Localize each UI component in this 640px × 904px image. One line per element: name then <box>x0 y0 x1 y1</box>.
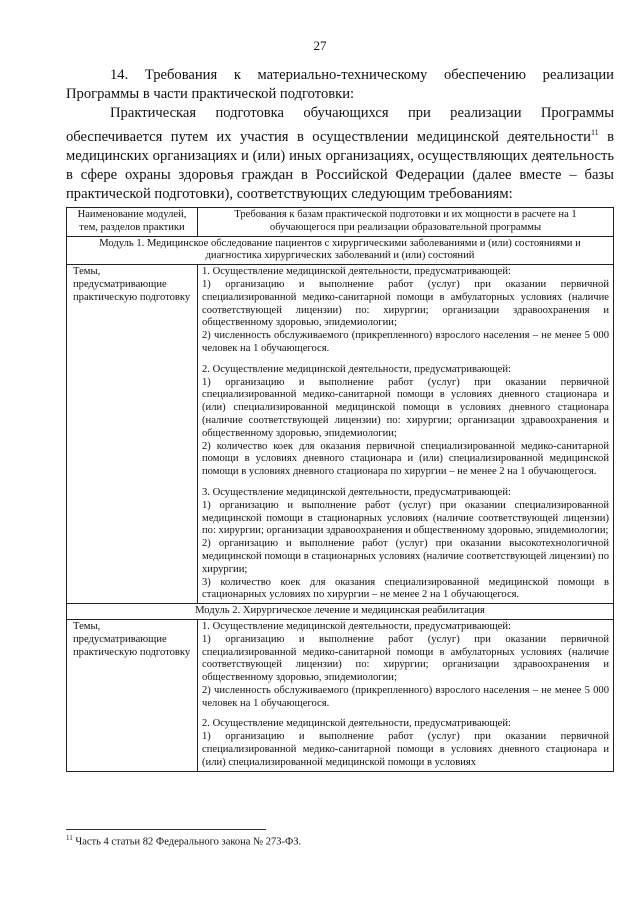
requirement-line: 2) численность обслуживаемого (прикрепленного) взрослого населения – не менее 5 000 человек на 1 обучающегося. <box>202 684 609 709</box>
module-title: Модуль 2. Хирургическое лечение и медицинская реабилитация <box>67 604 614 620</box>
requirement-block <box>202 718 609 769</box>
footnote-number: 11 <box>66 834 73 842</box>
requirement-line: 2) количество коек для оказания первичной специализированной медико-санитарной помощи в условиях дневного стационара и (или) специализированной медицинской помощи в условиях дневного стационара по хирургии – не менее 2 на 1 обучающегося. <box>202 440 609 478</box>
requirement-line: 2. Осуществление медицинской деятельности, предусматривающей: <box>202 718 511 730</box>
table-row <box>67 265 614 604</box>
requirement-line: 1. Осуществление медицинской деятельности, предусматривающей: <box>202 266 511 278</box>
requirement-line: 2. Осуществление медицинской деятельности, предусматривающей: <box>202 363 511 375</box>
footnote-reference[interactable]: 11 <box>590 128 599 137</box>
requirement-block <box>202 364 609 479</box>
paragraph-text: Практическая подготовка обучающихся при реализации Программы обеспечивается путем их участия в осуществлении медицинской деятельности <box>66 105 614 145</box>
page-number: 27 <box>313 38 327 53</box>
requirement-block <box>202 621 609 711</box>
requirement-line: 1) организацию и выполнение работ (услуг) при оказании первичной специализированной медико-санитарной помощи в условиях дневного стационара и (или) специализированной медицинской помощи в условиях дневного стационара (наличие соответствующей лицензии) по: хирургии; организации здравоохранения и общественному здоровью, эпидемиологии; <box>202 376 609 439</box>
requirement-line: 3) количество коек для оказания специализированной медицинской помощи в стационарных условиях по хирургии – не менее 2 на 1 обучающегося. <box>202 576 609 601</box>
module-title-row <box>67 236 614 265</box>
section-paragraph <box>66 104 614 204</box>
column-header-modules: Наименование модулей, тем, разделов практики <box>67 208 198 237</box>
requirement-line: 1) организацию и выполнение работ (услуг) при оказании первичной специализированной медико-санитарной помощи в амбулаторных условиях (наличие соответствующей лицензии) по: хирургии; организации здравоохранения и общественному здоровью, эпидемиологии; <box>202 278 609 329</box>
requirement-line: 1) организацию и выполнение работ (услуг) при оказании первичной специализированной медико-санитарной помощи в амбулаторных условиях (наличие соответствующей лицензии) по: хирургии; организации здравоохранения и общественному здоровью, эпидемиологии; <box>202 633 609 684</box>
requirements-cell <box>198 619 614 771</box>
requirement-block <box>202 266 609 356</box>
requirement-line: 3. Осуществление медицинской деятельности, предусматривающей: <box>202 486 511 498</box>
footnote <box>66 834 301 848</box>
requirement-line: 2) численность обслуживаемого (прикрепленного) взрослого населения – не менее 5 000 человек на 1 обучающегося. <box>202 330 609 354</box>
section-heading: 14. Требования к материально-техническому обеспечению реализации Программы в части практической подготовки: <box>66 67 614 102</box>
requirement-line: 1. Осуществление медицинской деятельности, предусматривающей: <box>202 620 511 632</box>
paragraph-text-cont: в медицинских организациях и (или) иных организациях, осуществляющих деятельность в сфере охраны здоровья граждан в Российской Федерации (далее вместе – базы практической подготовки), соответствующих следующим требованиям: <box>66 128 614 202</box>
footnote-text: Часть 4 статьи 82 Федерального закона № 273-ФЗ. <box>72 836 302 848</box>
topics-cell: Темы, предусматривающие практическую подготовку <box>67 619 198 771</box>
requirement-line: 2) организацию и выполнение работ (услуг) при оказании высокотехнологичной медицинской помощи в стационарных условиях (наличие соответствующей лицензии) по хирургии; <box>202 538 609 575</box>
requirements-table <box>66 207 614 772</box>
module-title-row <box>67 604 614 620</box>
module-title: Модуль 1. Медицинское обследование пациентов с хирургическими заболеваниями и (или) состояниями и диагностика хирургических заболеваний и (или) состояний <box>67 236 614 265</box>
column-header-requirements: Требования к базам практической подготовки и их мощности в расчете на 1 обучающегося при реализации образовательной программы <box>198 208 614 237</box>
requirements-cell <box>198 265 614 604</box>
requirement-line: 1) организацию и выполнение работ (услуг) при оказании первичной специализированной медико-санитарной помощи в условиях дневного стационара и (или) специализированной медицинской помощи в условиях <box>202 731 609 768</box>
section-intro <box>66 66 614 204</box>
footnote-divider <box>66 829 266 830</box>
table-row <box>67 619 614 771</box>
topics-cell: Темы, предусматривающие практическую подготовку <box>67 265 198 604</box>
requirement-block <box>202 487 609 602</box>
table-header-row <box>67 208 614 237</box>
requirement-line: 1) организацию и выполнение работ (услуг) при оказании специализированной медицинской помощи в стационарных условиях (наличие соответствующей лицензии) по: хирургии; организации здравоохранения и общественному здоровью, эпидемиологии; <box>202 499 609 537</box>
